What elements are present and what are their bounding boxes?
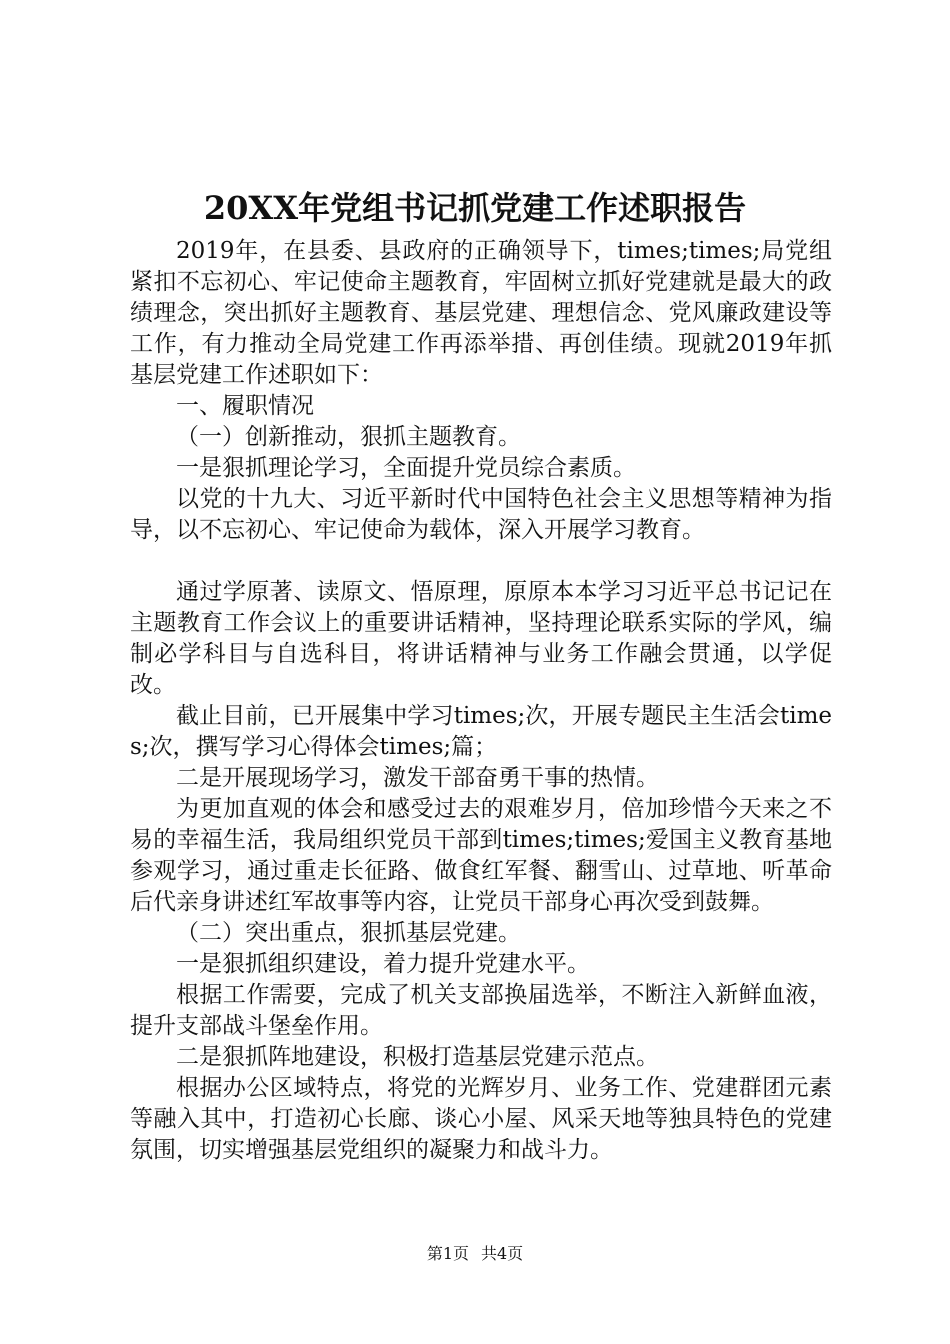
page-number: 第1页 — [426, 1244, 469, 1263]
paragraph: 为更加直观的体会和感受过去的艰难岁月，倍加珍惜今天来之不易的幸福生活，我局组织党员干部到times;times;爱国主义教育基地参观学习，通过重走长征路、做食红军餐、翻雪山、过草地、听革命后代亲身讲述红军故事等内容，让党员干部身心再次受到鼓舞。 — [130, 796, 832, 915]
subsection-heading: （二）突出重点，狠抓基层党建。 — [176, 920, 521, 946]
document-body — [130, 236, 832, 1166]
section-heading: 一、履职情况 — [176, 393, 314, 419]
paragraph: 一是狠抓理论学习，全面提升党员综合素质。 — [176, 455, 636, 481]
paragraph: 二是开展现场学习，激发干部奋勇干事的热情。 — [176, 765, 659, 791]
subsection-heading: （一）创新推动，狠抓主题教育。 — [176, 424, 521, 450]
paragraph: 通过学原著、读原文、悟原理，原原本本学习习近平总书记记在主题教育工作会议上的重要讲话精神，坚持理论联系实际的学风，编制必学科目与自选科目，将讲话精神与业务工作融会贯通，以学促改。 — [130, 579, 832, 698]
paragraph: 根据办公区域特点，将党的光辉岁月、业务工作、党建群团元素等融入其中，打造初心长廊、谈心小屋、风采天地等独具特色的党建氛围，切实增强基层党组织的凝聚力和战斗力。 — [130, 1075, 832, 1163]
paragraph: 根据工作需要，完成了机关支部换届选举，不断注入新鲜血液，提升支部战斗堡垒作用。 — [130, 982, 832, 1039]
paragraph-gap — [130, 546, 832, 577]
page-total: 共4页 — [481, 1244, 524, 1263]
document-title: 20XX年党组书记抓党建工作述职报告 — [203, 189, 747, 227]
paragraph: 一是狠抓组织建设，着力提升党建水平。 — [176, 951, 590, 977]
paragraph: 截止目前，已开展集中学习times;次，开展专题民主生活会times;次，撰写学习心得体会times;篇； — [130, 703, 832, 760]
paragraph: 二是狠抓阵地建设，积极打造基层党建示范点。 — [176, 1044, 659, 1070]
paragraph: 以党的十九大、习近平新时代中国特色社会主义思想等精神为指导，以不忘初心、牢记使命为载体，深入开展学习教育。 — [130, 486, 832, 543]
page-footer — [0, 1242, 950, 1266]
paragraph: 2019年，在县委、县政府的正确领导下，times;times;局党组紧扣不忘初心、牢记使命主题教育，牢固树立抓好党建就是最大的政绩理念，突出抓好主题教育、基层党建、理想信念、党风廉政建设等工作，有力推动全局党建工作再添举措、再创佳绩。现就2019年抓基层党建工作述职如下： — [130, 238, 832, 388]
